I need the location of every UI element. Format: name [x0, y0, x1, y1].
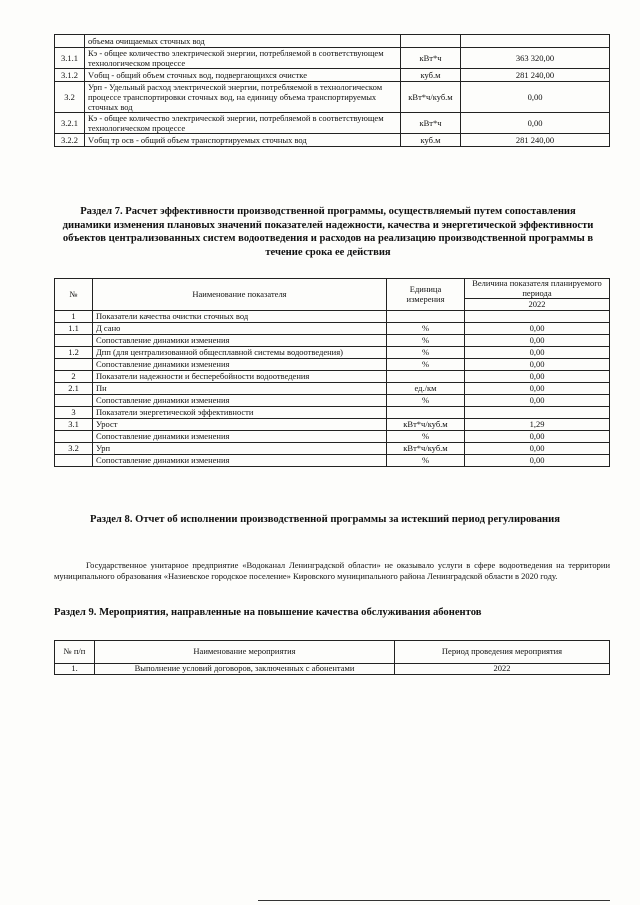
table-row: [55, 347, 610, 359]
efficiency-table-body: [55, 311, 610, 467]
row-num: [55, 395, 93, 407]
row-num: [55, 35, 85, 48]
row-name: Кэ - общее количество электрической энергии, потребляемой в соответствующем технологическом процессе: [85, 113, 401, 134]
row-value: 0,00: [465, 395, 610, 407]
row-name: Сопоставление динамики изменения: [93, 395, 387, 407]
table-row: [55, 371, 610, 383]
table-row: [55, 113, 610, 134]
table-row: [55, 359, 610, 371]
row-unit: %: [387, 323, 465, 335]
row-num: 1.1: [55, 323, 93, 335]
row-value: 0,00: [465, 347, 610, 359]
row-num: [55, 431, 93, 443]
row-unit: кВт*ч: [401, 48, 461, 69]
row-unit: [387, 407, 465, 419]
row-value: 363 320,00: [461, 48, 610, 69]
energy-table: [54, 34, 610, 147]
row-unit: %: [387, 455, 465, 467]
row-name: Пн: [93, 383, 387, 395]
row-unit: куб.м: [401, 134, 461, 147]
row-value: 0,00: [465, 431, 610, 443]
table-row: [55, 82, 610, 113]
row-num: 2: [55, 371, 93, 383]
row-value: 281 240,00: [461, 134, 610, 147]
row-unit: %: [387, 431, 465, 443]
table-row: [55, 419, 610, 431]
row-unit: ед./км: [387, 383, 465, 395]
row-name: Д сано: [93, 323, 387, 335]
row-value: 0,00: [465, 443, 610, 455]
activities-table: [54, 640, 610, 675]
row-unit: %: [387, 359, 465, 371]
table-row: [55, 48, 610, 69]
row-num: 3.2: [55, 82, 85, 113]
row-name: Показатели надежности и бесперебойности водоотведения: [93, 371, 387, 383]
row-name: Урп: [93, 443, 387, 455]
energy-table-body: [55, 35, 610, 147]
header-period: Период проведения мероприятия: [395, 641, 610, 664]
row-value: [465, 311, 610, 323]
row-name: Показатели энергетической эффективности: [93, 407, 387, 419]
row-value: 0,00: [465, 383, 610, 395]
row-value: 0,00: [465, 371, 610, 383]
row-num: 3.1: [55, 419, 93, 431]
row-name: Сопоставление динамики изменения: [93, 335, 387, 347]
row-unit: кВт*ч/куб.м: [387, 419, 465, 431]
row-num: [55, 359, 93, 371]
row-num: 3.1.2: [55, 69, 85, 82]
header-unit: Единица измерения: [387, 279, 465, 311]
row-name: Показатели качества очистки сточных вод: [93, 311, 387, 323]
row-num: 2.1: [55, 383, 93, 395]
table-row: [55, 664, 610, 675]
row-value: [465, 407, 610, 419]
table-row: [55, 69, 610, 82]
row-name: Сопоставление динамики изменения: [93, 455, 387, 467]
row-name: Сопоставление динамики изменения: [93, 359, 387, 371]
header-num: №: [55, 279, 93, 311]
row-num: 3.2: [55, 443, 93, 455]
efficiency-table: [54, 278, 610, 467]
row-value: 1,29: [465, 419, 610, 431]
row-name: Дпп (для централизованной общесплавной системы водоотведения): [93, 347, 387, 359]
row-value: 0,00: [465, 455, 610, 467]
row-name: Кэ - общее количество электрической энергии, потребляемой в соответствующем технологическом процессе: [85, 48, 401, 69]
row-name: Выполнение условий договоров, заключенных с абонентами: [95, 664, 395, 675]
row-period: 2022: [395, 664, 610, 675]
row-unit: кВт*ч: [401, 113, 461, 134]
row-num: [55, 335, 93, 347]
row-value: [461, 35, 610, 48]
section-9-title: Раздел 9. Мероприятия, направленные на повышение качества обслуживания абонентов: [54, 607, 482, 618]
row-value: 0,00: [465, 359, 610, 371]
table-row: [55, 134, 610, 147]
row-unit: куб.м: [401, 69, 461, 82]
header-name: Наименование показателя: [93, 279, 387, 311]
row-name: Урп - Удельный расход электрической энергии, потребляемой в технологическом процессе транспортировки сточных вод, на единицу объема транспортируемых сточных вод: [85, 82, 401, 113]
table-row: [55, 383, 610, 395]
row-num: 1: [55, 311, 93, 323]
row-unit: кВт*ч/куб.м: [387, 443, 465, 455]
row-unit: кВт*ч/куб.м: [401, 82, 461, 113]
page-bottom-rule: [258, 900, 610, 901]
table-row: [55, 35, 610, 48]
row-name: Vобщ - общий объем сточных вод, подвергающихся очистке: [85, 69, 401, 82]
row-name: Vобщ тр осв - общий объем транспортируемых сточных вод: [85, 134, 401, 147]
activities-table-header: [55, 641, 610, 664]
row-name: Урост: [93, 419, 387, 431]
row-unit: %: [387, 395, 465, 407]
row-value: 0,00: [465, 323, 610, 335]
row-num: 3: [55, 407, 93, 419]
table-row: [55, 395, 610, 407]
header-value-title: Величина показателя планируемого периода: [465, 279, 610, 299]
header-name: Наименование мероприятия: [95, 641, 395, 664]
row-num: 3.1.1: [55, 48, 85, 69]
table-row: [55, 311, 610, 323]
activities-table-body: [55, 664, 610, 675]
section-7-title: Раздел 7. Расчет эффективности производственной программы, осуществляемый путем сопоставления динамики изменения плановых значений показателей надежности, качества и энергетической эффективности объектов централизованных систем водоотведения и расходов на реализацию производственной программы в течение срока ее действия: [62, 206, 594, 258]
row-num: 1.: [55, 664, 95, 675]
row-unit: %: [387, 335, 465, 347]
row-value: 0,00: [461, 82, 610, 113]
row-value: 281 240,00: [461, 69, 610, 82]
section-8-title: Раздел 8. Отчет об исполнении производственной программы за истекший период регулирования: [90, 514, 560, 525]
row-num: [55, 455, 93, 467]
table-row: [55, 431, 610, 443]
header-num: № п/п: [55, 641, 95, 664]
table-row: [55, 323, 610, 335]
table-row: [55, 407, 610, 419]
efficiency-table-header: [55, 279, 610, 299]
row-unit: [387, 311, 465, 323]
row-value: 0,00: [465, 335, 610, 347]
row-num: 1.2: [55, 347, 93, 359]
header-year: 2022: [465, 299, 610, 311]
table-row: [55, 443, 610, 455]
row-unit: [387, 371, 465, 383]
row-num: 3.2.2: [55, 134, 85, 147]
section-8-text: Государственное унитарное предприятие «Водоканал Ленинградской области» не оказывало услуги в сфере водоотведения на территории муниципального образования «Назиевское городское поселение» Кировского муниципального района Ленинградской области в 2020 году.: [54, 560, 610, 581]
table-row: [55, 455, 610, 467]
row-num: 3.2.1: [55, 113, 85, 134]
row-unit: [401, 35, 461, 48]
row-name: Сопоставление динамики изменения: [93, 431, 387, 443]
row-name: объема очищаемых сточных вод: [85, 35, 401, 48]
row-unit: %: [387, 347, 465, 359]
row-value: 0,00: [461, 113, 610, 134]
table-row: [55, 335, 610, 347]
